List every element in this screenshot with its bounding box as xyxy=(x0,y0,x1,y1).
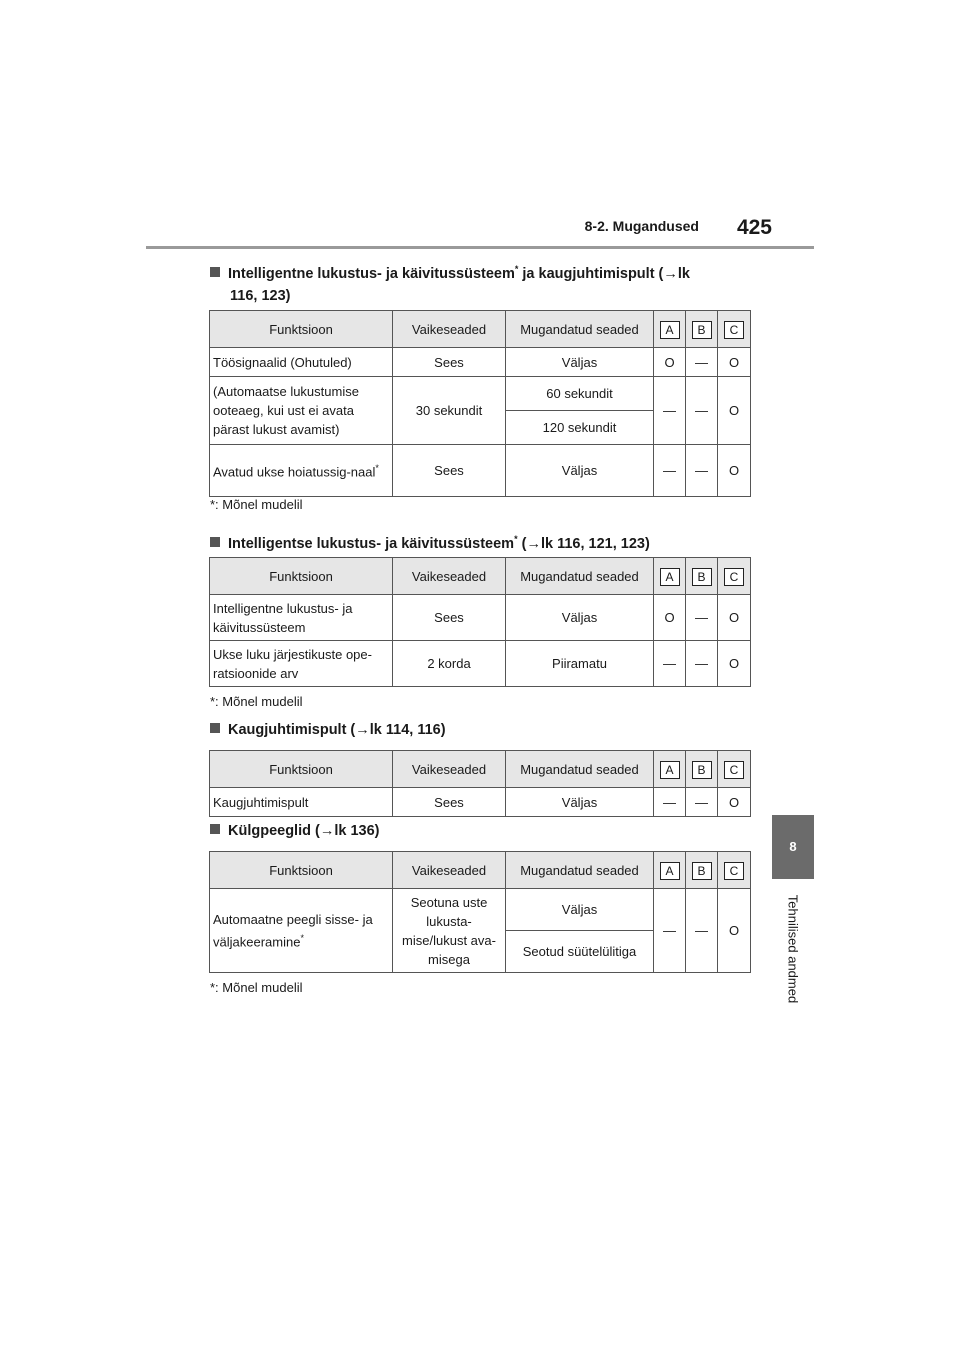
table-row: 120 sekundit xyxy=(210,411,751,445)
chapter-title: Tehnilised andmed xyxy=(785,894,801,1004)
settings-table-1 xyxy=(209,310,751,497)
square-bullet-icon xyxy=(210,267,220,277)
footnote: *: Mõnel mudelil xyxy=(210,980,303,995)
page-number: 425 xyxy=(736,216,772,239)
table-header-row: Funktsioon Vaikeseaded Mugandatud seaded A B C xyxy=(210,311,751,348)
square-bullet-icon xyxy=(210,824,220,834)
table-row: Automaatne peegli sisse- ja väljakeeramine* Seotuna uste lukusta-mise/lukust ava-misega Väljas — — O xyxy=(210,889,751,931)
table-row: (Automaatse lukustumise ooteaeg, kui ust ei avata pärast lukust avamist) 30 sekundit 60 sekundit — — O xyxy=(210,377,751,411)
chapter-tab: 8 xyxy=(772,815,814,879)
section-heading-1: Intelligentne lukustus- ja käivitussüsteem* ja kaugjuhtimispult (→lk 116, 123) xyxy=(210,258,770,307)
footnote: *: Mõnel mudelil xyxy=(210,497,303,512)
footnote: *: Mõnel mudelil xyxy=(210,694,303,709)
settings-table-4 xyxy=(209,851,751,973)
table-row: Intelligentne lukustus- ja käivitussüsteem Sees Väljas O — O xyxy=(210,595,751,641)
section-title: 8-2. Mugandused xyxy=(584,218,699,234)
square-bullet-icon xyxy=(210,723,220,733)
table-row: Töösignaalid (Ohutuled) Sees Väljas O — O xyxy=(210,348,751,377)
table-row: Avatud ukse hoiatussig-naal* Sees Väljas — — O xyxy=(210,445,751,497)
settings-table-3 xyxy=(209,750,751,817)
table-header-row: Funktsioon Vaikeseaded Mugandatud seaded A B C xyxy=(210,751,751,788)
settings-table-2 xyxy=(209,557,751,687)
section-heading-2: Intelligentse lukustus- ja käivitussüsteem* (→lk 116, 121, 123) xyxy=(210,528,770,555)
section-heading-3: Kaugjuhtimispult (→lk 114, 116) xyxy=(210,719,770,741)
page-header xyxy=(146,212,814,249)
table-row: Ukse luku järjestikuste ope-ratsioonide arv 2 korda Piiramatu — — O xyxy=(210,641,751,687)
section-heading-4: Külgpeeglid (→lk 136) xyxy=(210,820,770,842)
square-bullet-icon xyxy=(210,537,220,547)
table-header-row: Funktsioon Vaikeseaded Mugandatud seaded A B C xyxy=(210,558,751,595)
table-row: Kaugjuhtimispult Sees Väljas — — O xyxy=(210,788,751,817)
table-header-row: Funktsioon Vaikeseaded Mugandatud seaded A B C xyxy=(210,852,751,889)
table-row: Seotud süütelülitiga xyxy=(210,931,751,973)
